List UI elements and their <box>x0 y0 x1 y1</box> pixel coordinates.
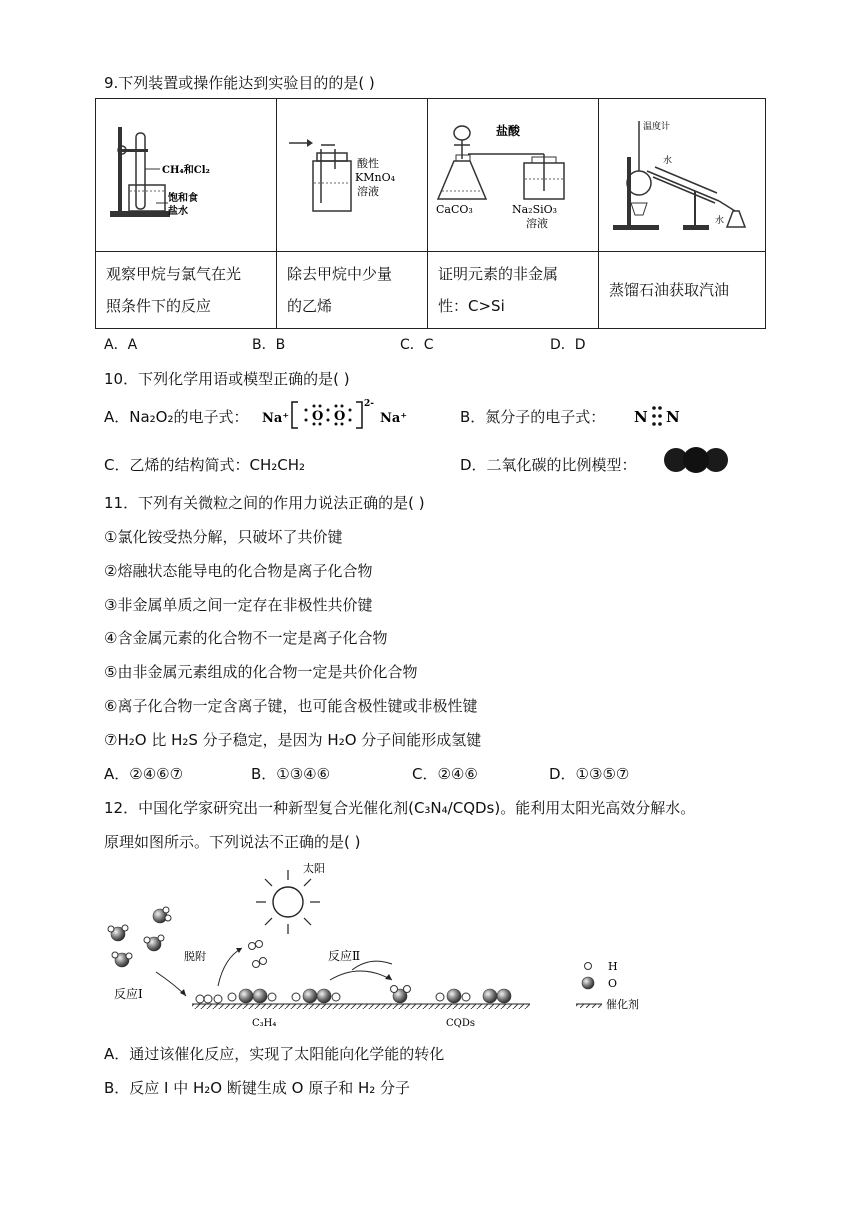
legend-h: H <box>608 960 618 973</box>
q11-option-d[interactable]: D．①③⑤⑦ <box>549 765 630 783</box>
label-solution: 溶液 <box>357 185 379 198</box>
q9-option-c[interactable]: C．C <box>400 337 434 353</box>
label-na2sio3-solution: 溶液 <box>526 217 548 230</box>
q9-option-d[interactable]: D．D <box>550 337 586 353</box>
label-saturated-2: 盐水 <box>168 206 188 217</box>
q11-item-3: ③非金属单质之间一定存在非极性共价键 <box>104 596 373 614</box>
svg-text:O: O <box>312 409 324 424</box>
label-cqds: CQDs <box>446 1018 475 1029</box>
q9-cell-d-figure <box>599 99 766 252</box>
label-acidic: 酸性 <box>357 157 379 170</box>
label-water-out: 水 <box>715 216 725 226</box>
legend-catalyst: 催化剂 <box>606 998 639 1011</box>
q11-options <box>104 763 629 784</box>
co2-space-filling-model <box>662 446 732 474</box>
q9-cell-c-figure <box>428 99 599 252</box>
distillation-apparatus <box>599 99 764 247</box>
q10-option-d[interactable] <box>460 454 637 475</box>
diagram-legend <box>576 960 639 1011</box>
q12-line-2: 原理如图所示。下列说法不正确的是( ) <box>104 833 361 851</box>
n2-electron-formula <box>634 400 690 430</box>
peroxide-charge: 2- <box>364 399 374 409</box>
gas-washing-bottle <box>277 99 427 247</box>
q9-option-b[interactable]: B．B <box>252 337 286 353</box>
q12-option-b[interactable]: B．反应 I 中 H₂O 断键生成 O 原子和 H₂ 分子 <box>104 1079 411 1097</box>
label-desorb: 脱附 <box>184 950 206 963</box>
label-na2sio3: Na₂SiO₃ <box>512 203 558 216</box>
q10-option-a[interactable] <box>104 406 249 427</box>
q9-title: 9.下列装置或操作能达到实验目的的是( ) <box>104 74 375 92</box>
q11-item-2: ②熔融状态能导电的化合物是离子化合物 <box>104 562 373 580</box>
q11-option-b[interactable]: B．①③④⑥ <box>251 765 331 783</box>
na-ion-left: Na⁺ <box>262 411 290 426</box>
label-reaction-2: 反应Ⅱ <box>328 949 361 963</box>
svg-text:O: O <box>334 409 346 424</box>
q11-option-c[interactable]: C．②④⑥ <box>412 765 478 783</box>
q10-option-a-label: A．Na₂O₂的电子式： <box>104 408 249 426</box>
q11-option-a[interactable]: A．②④⑥⑦ <box>104 765 184 783</box>
label-caco3: CaCO₃ <box>436 203 473 216</box>
label-sun: 太阳 <box>303 862 325 875</box>
q10-option-b-label: B．氮分子的电子式： <box>460 408 606 426</box>
q9-cell-b-text: 除去甲烷中少量 的乙烯 <box>277 252 428 329</box>
label-reaction-1: 反应Ⅰ <box>114 987 143 1001</box>
q10-option-d-label: D．二氧化碳的比例模型： <box>460 456 637 474</box>
q9-cell-b-figure <box>277 99 428 252</box>
label-thermometer: 温度计 <box>643 122 671 132</box>
q11-item-6: ⑥离子化合物一定含离子键，也可能含极性键或非极性键 <box>104 697 478 715</box>
label-c3n4: C₃H₄ <box>252 1018 277 1029</box>
photocatalysis-diagram <box>100 858 660 1034</box>
sun-icon <box>256 870 320 934</box>
label-water-in: 水 <box>663 156 673 166</box>
q11-item-5: ⑤由非金属元素组成的化合物一定是共价化合物 <box>104 663 418 681</box>
q9-apparatus-table <box>95 98 766 329</box>
methane-chlorine-apparatus <box>96 99 276 247</box>
q10-option-b[interactable] <box>460 406 605 427</box>
q11-title: 11．下列有关微粒之间的作用力说法正确的是( ) <box>104 494 425 512</box>
q11-item-7: ⑦H₂O 比 H₂S 分子稳定，是因为 H₂O 分子间能形成氢键 <box>104 731 482 749</box>
label-hcl: 盐酸 <box>496 124 521 138</box>
label-saturated-1: 饱和食 <box>168 193 198 204</box>
label-kmno4: KMnO₄ <box>355 171 395 184</box>
q12-option-a[interactable]: A．通过该催化反应，实现了太阳能向化学能的转化 <box>104 1045 445 1063</box>
n-atom-right: N <box>666 408 680 426</box>
q9-options <box>104 334 586 354</box>
na2o2-electron-formula <box>262 396 422 432</box>
q9-option-a[interactable]: A．A <box>104 337 138 353</box>
q9-cell-a-figure <box>96 99 277 252</box>
na-ion-right: Na⁺ <box>380 411 408 426</box>
acid-strength-apparatus <box>428 99 598 247</box>
q11-item-1: ①氯化铵受热分解，只破坏了共价键 <box>104 528 343 546</box>
q10-option-c[interactable]: C．乙烯的结构简式：CH₂CH₂ <box>104 456 306 474</box>
q9-cell-c-text: 证明元素的非金属 性：C>Si <box>428 252 599 329</box>
legend-o: O <box>608 977 618 990</box>
cqds-products <box>391 986 512 1004</box>
q12-line-1: 12．中国化学家研究出一种新型复合光催化剂(C₃N₄/CQDs)。能利用太阳光高效分解水。 <box>104 799 696 817</box>
q11-item-4: ④含金属元素的化合物不一定是离子化合物 <box>104 629 388 647</box>
q9-cell-a-text: 观察甲烷与氯气在光 照条件下的反应 <box>96 252 277 329</box>
n-atom-left: N <box>634 408 648 426</box>
h2o2-molecules <box>228 989 340 1003</box>
q9-cell-d-text: 蒸馏石油获取汽油 <box>599 252 766 329</box>
q10-title: 10．下列化学用语或模型正确的是( ) <box>104 370 350 388</box>
water-molecules <box>108 907 171 967</box>
label-ch4-cl2: CH₄和Cl₂ <box>162 165 210 176</box>
